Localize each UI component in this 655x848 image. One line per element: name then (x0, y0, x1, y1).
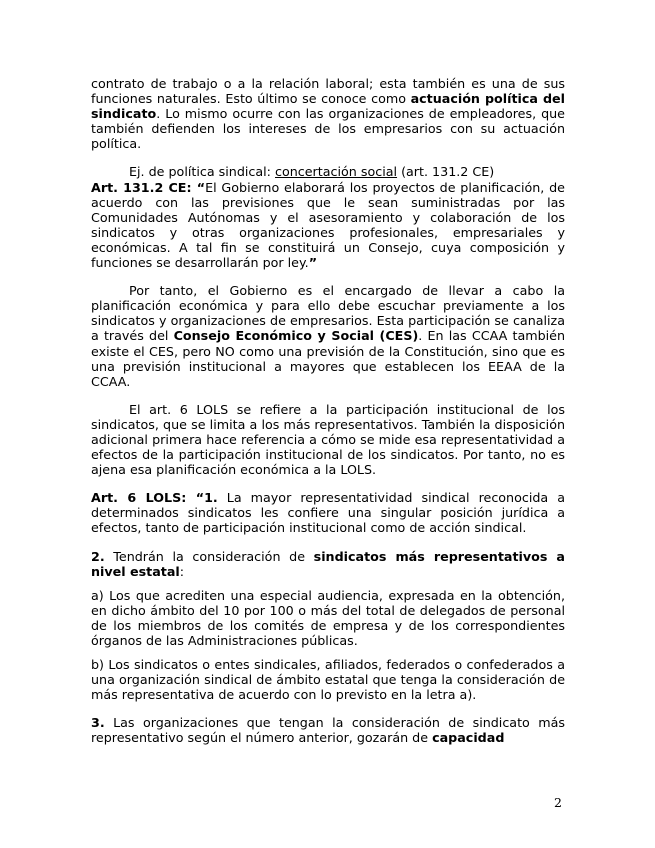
item-2: 2. Tendrán la consideración de sindicatos más representativos a nivel estatal: (91, 548, 565, 579)
article-6-quote: Art. 6 LOLS: “1. La mayor representatividad sindical reconocida a determinados sindicatos les confiere una singular posición jurídica a efectos, tanto de participación institucional como de acción sindical. (91, 490, 565, 536)
article-131-quote: Art. 131.2 CE: “El Gobierno elaborará los proyectos de planificación, de acuerdo con las previsiones que le sean suministradas por las Comunidades Autónomas y el asesoramiento y colaboración de los sindicatos y otras organizaciones profesionales, empresariales y económicas. A tal fin se constituirá un Consejo, cuya composición y funciones se desarrollarán por ley.” (91, 179, 565, 271)
item-3: 3. Las organizaciones que tengan la consideración de sindicato más representativo según el número anterior, gozarán de capacidad (91, 715, 565, 746)
document-body (91, 76, 565, 746)
paragraph-ces: Por tanto, el Gobierno es el encargado de llevar a cabo la planificación económica y para ello debe escuchar previamente a los sindicatos y organizaciones de empresarios. Esta participación se canaliza a través del Consejo Económico y Social (CES). En las CCAA también existe el CES, pero NO como una previsión de la Constitución, sino que es una previsión institucional a mayores que establecen los EEAA de la CCAA. (91, 283, 565, 389)
page-number: 2 (554, 795, 562, 810)
paragraph-political-action: contrato de trabajo o a la relación laboral; esta también es una de sus funciones naturales. Esto último se conoce como actuación política del sindicato. Lo mismo ocurre con las organizaciones de empleadores, que también defienden los intereses de los empresarios con su actuación política. (91, 76, 565, 152)
example-line: Ej. de política sindical: concertación social (art. 131.2 CE) (129, 164, 495, 180)
item-2a: a) Los que acrediten una especial audiencia, expresada en la obtención, en dicho ámbito del 10 por 100 o más del total de delegados de personal de los miembros de los comités de empresa y de los correspondientes órganos de las Administraciones públicas. (91, 587, 565, 648)
paragraph-lols: El art. 6 LOLS se refiere a la participación institucional de los sindicatos, que se limita a los más representativos. También la disposición adicional primera hace referencia a cómo se mide esa representatividad a efectos de la participación institucional de los sindicatos. Por tanto, no es ajena esa planificación económica a la LOLS. (91, 401, 565, 478)
item-2b: b) Los sindicatos o entes sindicales, afiliados, federados o confederados a una organización sindical de ámbito estatal que tenga la consideración de más representativa de acuerdo con lo previsto en la letra a). (91, 657, 565, 703)
